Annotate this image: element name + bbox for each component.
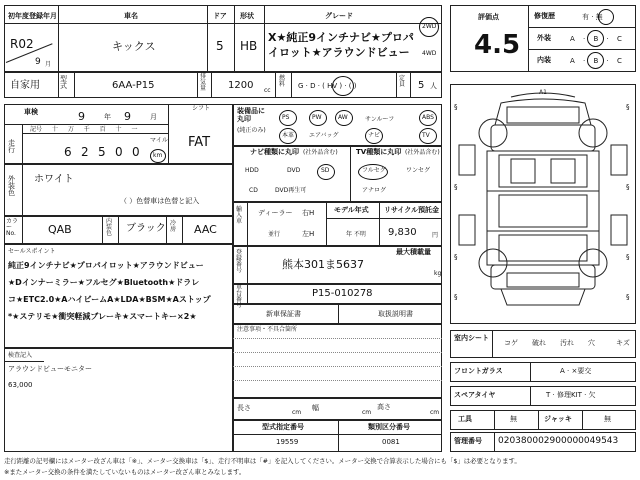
jack-label: ジャッキ [544,415,572,423]
color-note: （ ）色替車は色替と記入 [120,197,200,205]
recycle-yen: 円 [432,232,439,239]
mile-label: マイル [150,137,168,144]
notes-block [233,324,442,398]
score-value: 4.5 [474,30,521,60]
km-label: km [153,152,163,159]
chassis-value: P15-010278 [312,288,373,299]
tools-label: 工具 [458,415,472,423]
inspection-year: 9 [78,110,85,123]
nav-item: DVD [287,167,301,174]
diagram-top-label: A1 [539,89,547,96]
inspector-note-line: 63,000 [8,381,33,389]
length-unit: cm [292,409,302,416]
interior-seat-label: 室内シート [454,334,489,342]
tv-item: ワンセグ [406,167,431,174]
registration-value: 熊本301ま5637 [282,258,364,271]
mileage-digit: 2 [81,145,89,159]
repair-label: 修復歴 [534,12,555,20]
seat-option: コゲ [504,339,518,347]
ac-value: AAC [194,223,217,236]
shape-label: 形状 [240,12,254,20]
equipment-item: エアバッグ [309,132,339,139]
nav-type-sub: (社外品含む) [303,149,338,156]
class-no-label: 類別区分番号 [368,423,410,431]
car-name-label: 車名 [124,12,138,20]
first-reg-label: 初年度登録年月 [8,12,57,20]
model-value: 6AA-P15 [112,80,155,91]
color-no-value: QAB [48,223,72,236]
chassis-label: 車台番号 [236,284,243,309]
nav-item: HDD [245,167,259,174]
sales-point-line: 純正9インチナビ★プロパイロット★アラウンドビュー [8,261,204,270]
grade-label: グレード [325,12,353,20]
sales-point-line: *★ステリモ★衝突軽減ブレーキ★スマートキー×2★ [8,312,197,321]
jack-value: 無 [604,415,611,423]
inspector-notes-label: 検査記入 [8,352,33,359]
equipment-item: ABS [422,114,434,121]
car-name-value: キックス [112,40,156,53]
note-rule [233,380,442,381]
diagram-side-mark: § [454,293,458,301]
management-value: 020380002900000049543 [498,436,619,446]
length-label: 長さ [237,404,251,412]
note-rule [233,366,442,367]
shift-label: シフト [192,105,211,112]
nav-item: DVD再生可 [275,187,307,194]
fuel-options: G · D · ( HV ) · ( ) [298,82,357,90]
first-reg-era: R02 [10,37,34,51]
diagram-side-mark: § [454,103,458,111]
equipment-item: PW [312,114,322,121]
interior-label: 内装 [537,56,551,64]
drive-4wd: 4WD [422,50,437,57]
repair-options: 有 · 無 [582,13,603,21]
import-right-handle: 右H [302,209,315,217]
interior-color-value: ブラック [126,223,166,234]
first-reg-month: 9 [35,57,41,67]
height-label: 高さ [377,403,391,411]
mileage-digit: 0 [115,145,123,159]
fuel-hv-circle [332,76,354,96]
color-block [4,164,233,216]
repair-none-circle [598,9,614,25]
mileage-digit: 6 [64,145,72,159]
mileage-label: 走行 [8,139,15,154]
width-unit: cm [362,409,372,416]
equipment-sublabel: (純正のみ) [237,127,266,134]
model-year-value: 年 不明 [346,231,366,238]
model-label: 型式 [60,75,67,90]
equipment-item: 本革 [282,132,295,139]
interior-b-circle [587,52,604,69]
nav-item: CD [249,187,258,194]
footer-line1: 走行距離の記号欄にはメーター改ざん車は「※」、メーター交換車は「$」、走行不明車は「#」を記入してください。メーター交換で合算表示した場合にも「$」は必要となります。 [4,457,521,465]
inspection-year-unit: 年 [104,113,111,121]
equipment-item: ナビ [368,132,381,139]
max-load-label: 最大積載量 [396,248,431,256]
windshield-options: A · ×要交 [560,367,592,375]
import-left-handle: 左H [302,230,315,238]
diagram-side-mark: § [454,183,458,191]
recycle-label: リサイクル預託金 [384,206,440,214]
inspection-label: 車検 [24,108,38,116]
grade-line2: イロット★アラウンドビュー [268,46,410,59]
import-label: 輸入車 [236,206,243,225]
equipment-item: AW [338,114,348,121]
tv-type-sub: (社外品含む) [405,149,440,156]
recycle-value: 9,830 [388,227,417,238]
diagram-side-mark: § [626,103,630,111]
warranty-label: 新車保証書 [266,310,301,318]
equipment-label: 装備品に丸印 [237,107,265,123]
spare-tire-options: T · 修理KIT · 欠 [546,391,596,399]
class-no-value: 0081 [382,438,400,446]
exterior-b-circle [587,30,604,47]
tv-item: フルセグ [362,167,386,174]
capacity-label: 定員 [399,75,406,88]
capacity-value: 5 [418,80,425,91]
mileage-digit: 5 [98,145,106,159]
registration-label: 登録番号 [236,249,243,274]
diagram-side-mark: § [454,253,458,261]
max-load-unit: kg [434,270,442,277]
interior-options: A · B · C [570,57,622,65]
equipment-item: PS [282,114,290,121]
equipment-item: サンルーフ [365,116,395,123]
sales-point-line: ★Dインナーミラー★フルセグ★Bluetooth★ドラレ [8,278,200,287]
width-label: 幅 [312,404,319,412]
seat-option: 破れ [532,339,546,347]
displacement-value: 1200 [228,80,254,91]
note-rule [233,338,442,339]
manual-label: 取扱説明書 [378,310,413,318]
diagram-side-mark: § [626,253,630,261]
sales-points-label: セールスポイント [8,248,56,255]
equipment-item: TV [422,132,430,139]
management-label: 管理番号 [454,437,482,445]
fuel-label: 燃料 [279,75,286,88]
seat-option: 汚れ [560,339,574,347]
car-diagram [451,85,635,323]
inspection-month: 9 [124,110,131,123]
inspection-month-unit: 月 [150,113,157,121]
car-diagram-block [450,84,636,324]
ac-label: 冷房 [170,220,177,233]
cc-unit: cc [264,87,271,94]
diagram-side-mark: § [626,183,630,191]
shape-value: HB [240,39,258,53]
shift-value: FAT [188,135,211,150]
doors-value: 5 [216,39,224,53]
model-year-label: モデル年式 [334,206,369,214]
exterior-options: A · B · C [570,35,622,43]
diagram-side-mark: § [626,293,630,301]
spare-tire-label: スペアタイヤ [454,391,496,399]
color-no-label: カラーNo. [6,218,19,237]
seat-option: キズ [616,339,630,347]
drive-2wd: 2WD [422,23,437,30]
exterior-color-label: 外装色 [8,175,15,197]
grade-line1: X★純正9インチナビ★プロパ [268,31,414,44]
tools-value: 無 [510,415,517,423]
inspector-notes-block [4,348,233,452]
import-parallel: 並行 [268,231,281,238]
inspector-note-line: アラウンドビューモニター [8,365,92,373]
import-dealer: ディーラー [258,209,293,217]
seat-option: 穴 [588,339,595,347]
sales-point-line: コ★ETC2.0★AハイビームA★LDA★BSM★Aストップ [8,295,211,304]
footer-line2: ※またメーター交換の条件を満たしていないものはメーター改ざん車とみなします。 [4,468,246,476]
notes-label: 注意事項・不具合箇所 [237,326,298,333]
mileage-digit: 0 [132,145,140,159]
first-reg-month-unit: 月 [45,61,52,68]
displacement-label: 排気量 [200,73,207,92]
height-unit: cm [430,409,440,416]
score-label: 評価点 [478,13,499,21]
usage-value: 自家用 [10,80,40,91]
tv-type-label: TV種類に丸印 [356,148,402,156]
doors-label: ドア [213,12,227,20]
interior-color-label: 内装色 [106,218,113,237]
capacity-unit: 人 [430,82,437,90]
windshield-label: フロントガラス [454,367,503,375]
exterior-label: 外装 [537,34,551,42]
nav-item: SD [321,167,330,174]
type-no-label: 型式指定番号 [262,423,304,431]
dimensions-block [233,398,442,420]
note-rule [233,352,442,353]
exterior-color-value: ホワイト [34,174,74,185]
tv-item: アナログ [362,187,387,194]
mileage-unit-header: 記号 十 万 千 百 十 一 [30,126,138,133]
nav-type-label: ナビ種類に丸印 [250,148,299,156]
type-no-value: 19559 [276,438,299,446]
